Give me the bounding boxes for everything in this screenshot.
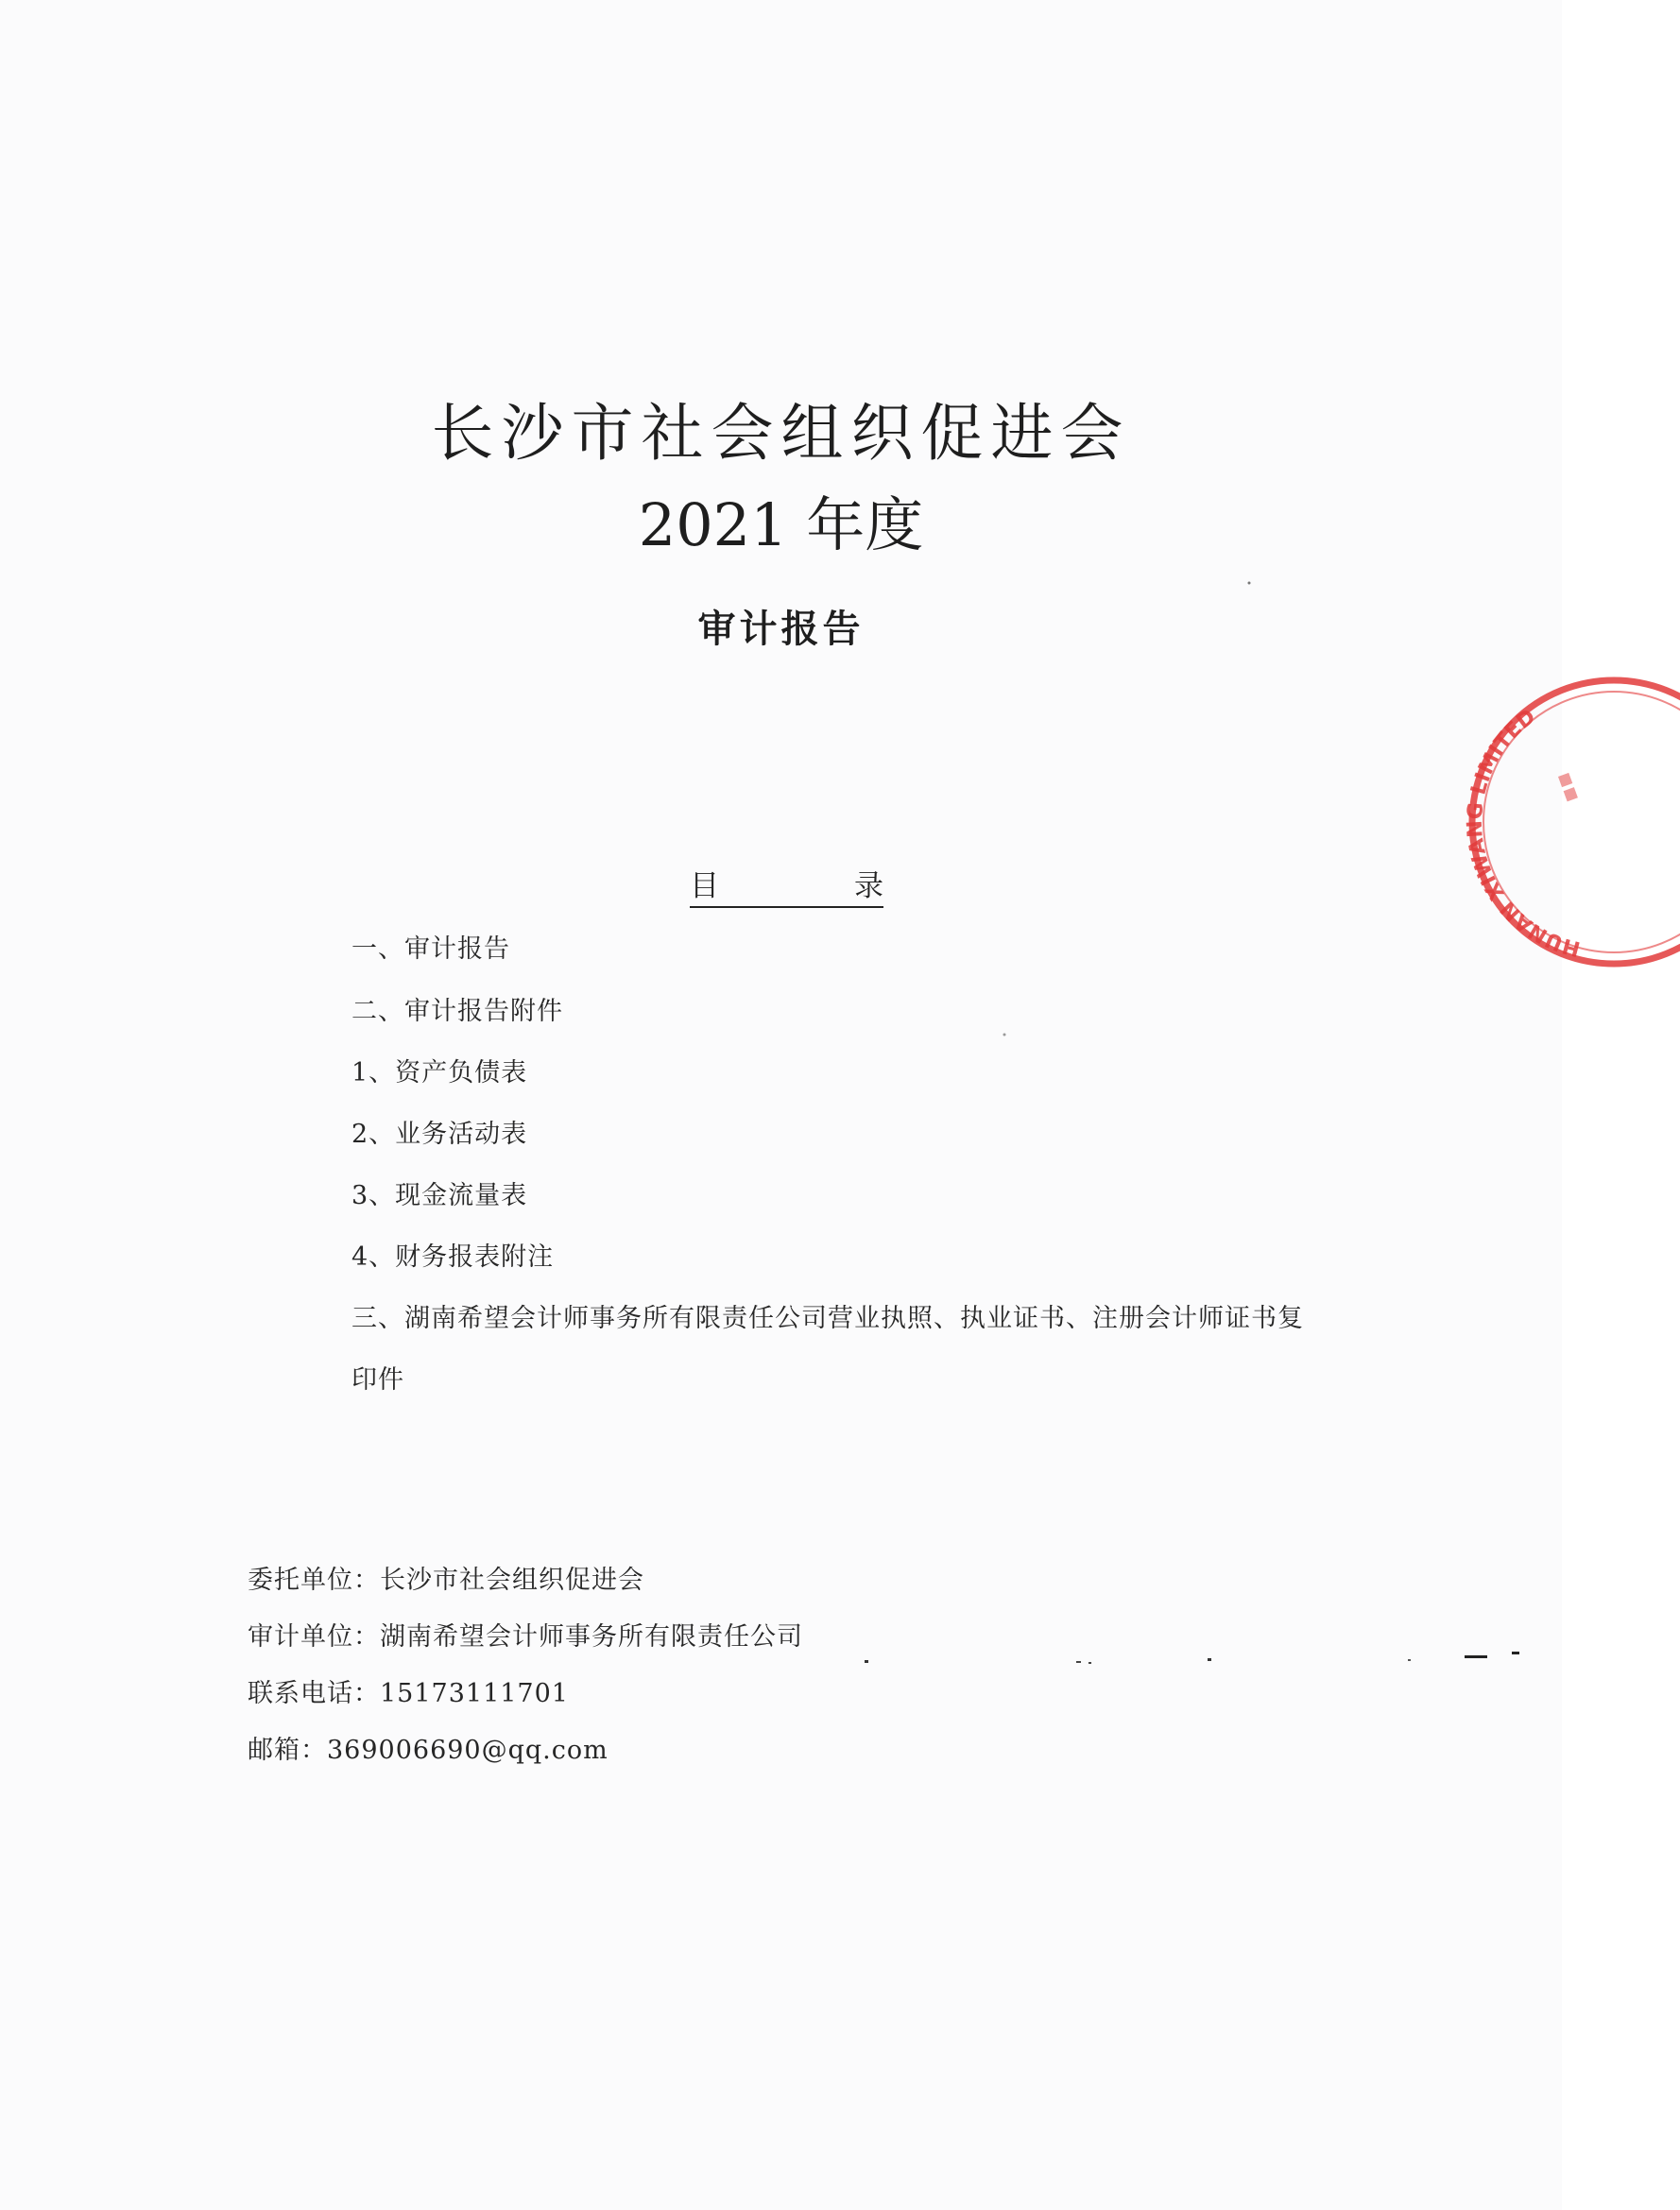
svg-text:▪▪: ▪▪: [1551, 767, 1587, 806]
toc-heading-left: 目: [690, 869, 719, 903]
phone-line: 联系电话：15173111701: [248, 1679, 569, 1708]
toc-item: 1、资产负债表: [351, 1058, 528, 1088]
toc-item: 二、审计报告附件: [351, 997, 563, 1026]
toc-item: 2、业务活动表: [351, 1120, 528, 1149]
report-title: 审计报告: [697, 608, 865, 651]
toc-item: 一、审计报告: [351, 934, 510, 964]
year-title: 2021 年度: [638, 490, 924, 559]
auditor-line: 审计单位：湖南希望会计师事务所有限责任公司: [248, 1622, 803, 1652]
seal-text: HUNAN XIWANG LIMITED: [1463, 705, 1584, 961]
toc-item: 印件: [351, 1365, 404, 1395]
email-line: 邮箱：369006690@qq.com: [248, 1736, 609, 1765]
organization-title: 长沙市社会组织促进会: [431, 397, 1131, 470]
toc-item: 4、财务报表附注: [351, 1242, 555, 1272]
toc-item: 3、现金流量表: [351, 1181, 528, 1210]
toc-item: 三、湖南希望会计师事务所有限责任公司营业执照、执业证书、注册会计师证书复: [351, 1304, 1304, 1333]
client-line: 委托单位：长沙市社会组织促进会: [248, 1566, 644, 1595]
toc-heading-right: 录: [854, 869, 883, 903]
